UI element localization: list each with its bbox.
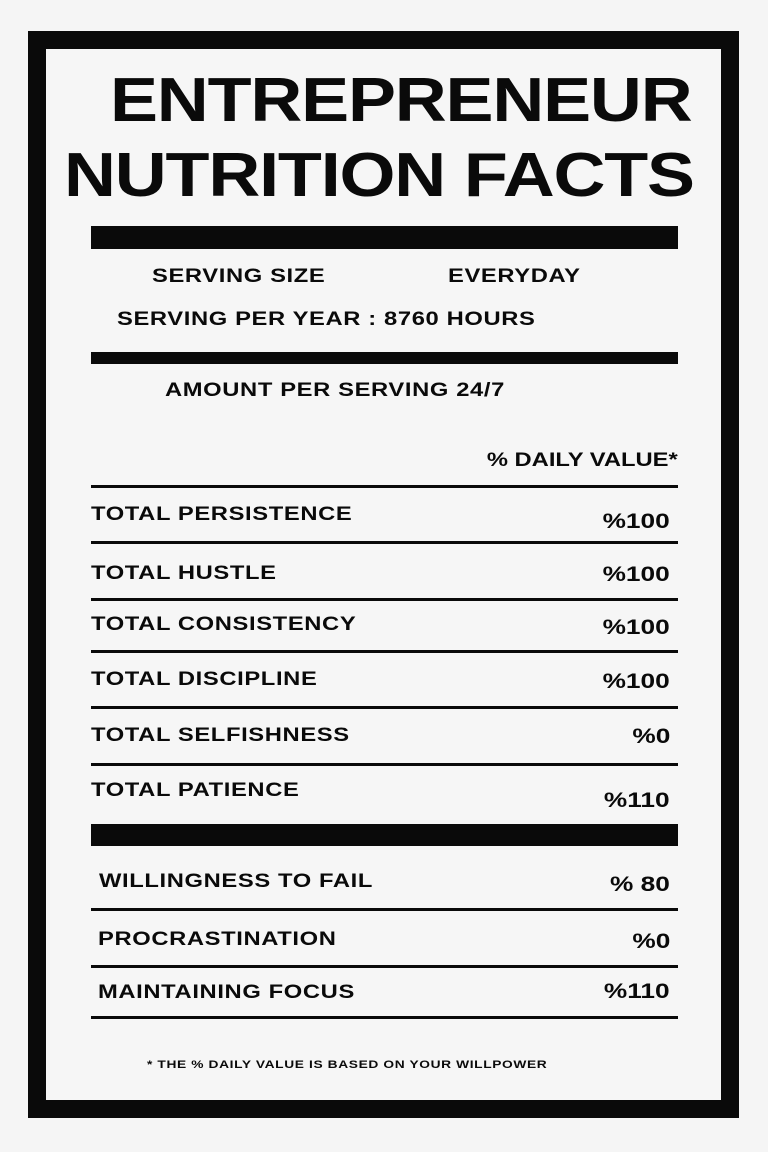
nutrient-label: TOTAL PERSISTENCE xyxy=(91,504,353,525)
nutrient-value: %100 xyxy=(602,563,670,586)
trait-label: PROCRASTINATION xyxy=(98,929,337,950)
serving-size-label: SERVING SIZE xyxy=(152,266,326,287)
title-line-2: NUTRITION FACTS xyxy=(64,141,694,210)
nutrient-value: %110 xyxy=(604,789,670,812)
thick-divider-mid xyxy=(91,352,678,364)
row-divider xyxy=(91,908,678,911)
row-divider xyxy=(91,485,678,488)
row-divider xyxy=(91,541,678,544)
footnote: * THE % DAILY VALUE IS BASED ON YOUR WILLPOWER xyxy=(147,1059,548,1071)
nutrient-label: TOTAL DISCIPLINE xyxy=(91,669,318,690)
nutrient-value: %100 xyxy=(602,616,670,639)
servings-per-year: SERVING PER YEAR : 8760 HOURS xyxy=(117,309,536,330)
title-line-1: ENTREPRENEUR xyxy=(110,66,692,135)
thick-divider-top xyxy=(91,226,678,249)
nutrient-value: %100 xyxy=(602,670,670,693)
nutrient-value: %100 xyxy=(602,510,670,533)
thick-divider-bottom xyxy=(91,824,678,846)
trait-label: MAINTAINING FOCUS xyxy=(98,982,355,1003)
nutrient-label: TOTAL PATIENCE xyxy=(91,780,300,801)
serving-size-value: EVERYDAY xyxy=(448,266,581,287)
nutrient-value: %0 xyxy=(632,725,670,748)
trait-value: %0 xyxy=(632,930,670,953)
row-divider xyxy=(91,965,678,968)
nutrient-label: TOTAL SELFISHNESS xyxy=(91,725,350,746)
row-divider xyxy=(91,706,678,709)
trait-label: WILLINGNESS TO FAIL xyxy=(99,871,374,892)
row-divider xyxy=(91,598,678,601)
amount-per-serving: AMOUNT PER SERVING 24/7 xyxy=(165,380,505,401)
row-divider xyxy=(91,650,678,653)
row-divider xyxy=(91,763,678,766)
row-divider xyxy=(91,1016,678,1019)
nutrient-label: TOTAL CONSISTENCY xyxy=(91,614,357,635)
daily-value-header: % DAILY VALUE* xyxy=(487,450,678,471)
trait-value: % 80 xyxy=(610,873,670,896)
nutrient-label: TOTAL HUSTLE xyxy=(91,563,277,584)
trait-value: %110 xyxy=(604,980,670,1003)
